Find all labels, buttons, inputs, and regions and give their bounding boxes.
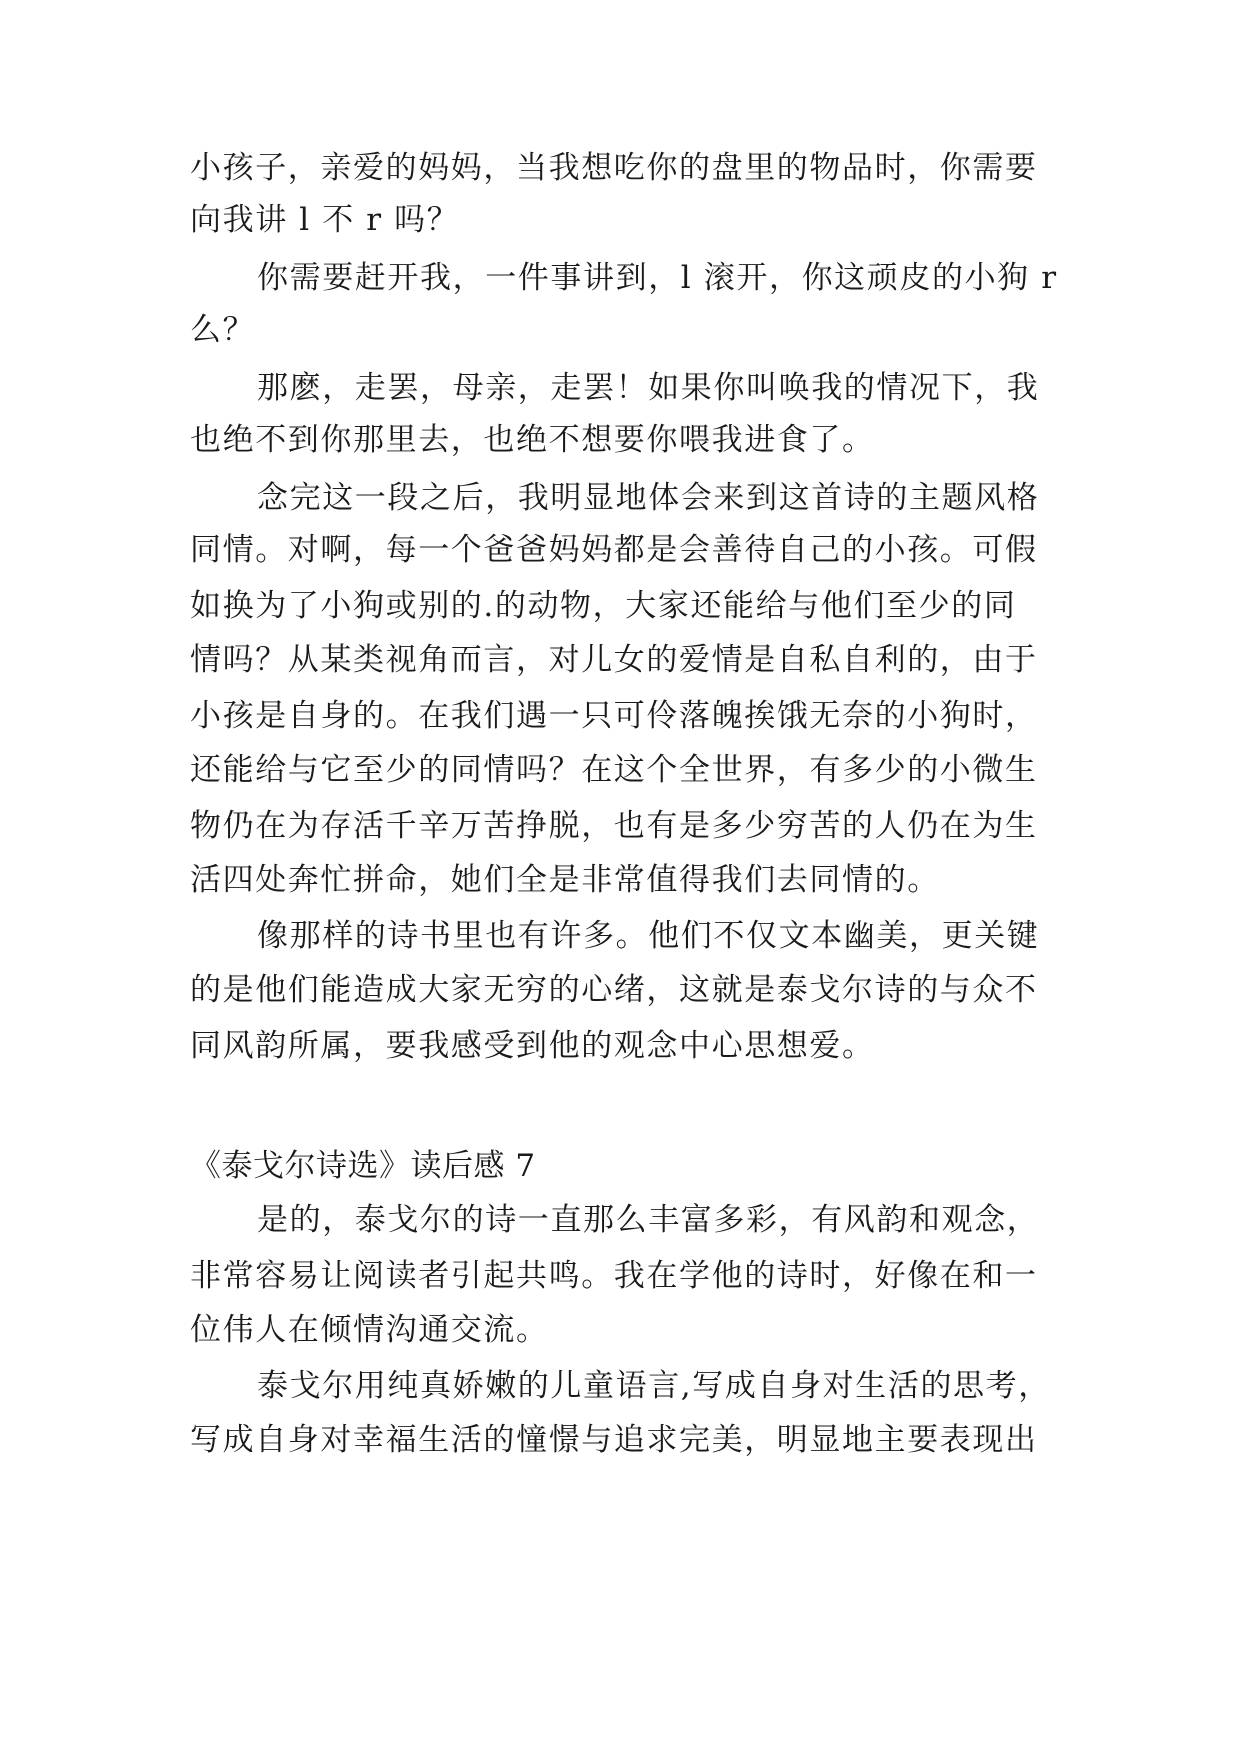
text-line: 同情。对啊，每一个爸爸妈妈都是会善待自己的小孩。可假 — [190, 532, 1038, 568]
text-line: 还能给与它至少的同情吗？在这个全世界，有多少的小微生 — [190, 752, 1038, 788]
text-line: 写成自身对幸福生活的憧憬与追求完美，明显地主要表现出 — [190, 1422, 1038, 1458]
text-line: 同风韵所属，要我感受到他的观念中心思想爱。 — [190, 1028, 875, 1064]
text-line: 小孩子，亲爱的妈妈，当我想吃你的盘里的物品时，你需要 — [190, 150, 1038, 186]
paragraph-first-line: 那麽，走罢，母亲，走罢！如果你叫唤我的情况下，我 — [257, 370, 1040, 406]
paragraph-first-line: 念完这一段之后，我明显地体会来到这首诗的主题风格 — [257, 480, 1040, 516]
text-line: 活四处奔忙拼命，她们全是非常值得我们去同情的。 — [190, 862, 940, 898]
text-line: 小孩是自身的。在我们遇一只可伶落魄挨饿无奈的小狗时， — [190, 698, 1038, 734]
text-line: 如换为了小狗或别的.的动物，大家还能给与他们至少的同 — [190, 588, 1017, 624]
text-line: 么？ — [190, 312, 256, 348]
text-line: 物仍在为存活千辛万苦挣脱，也有是多少穷苦的人仍在为生 — [190, 808, 1038, 844]
text-line: 情吗？从某类视角而言，对儿女的爱情是自私自利的，由于 — [190, 642, 1038, 678]
text-line: 向我讲 l 不 r 吗？ — [190, 202, 460, 238]
text-line: 非常容易让阅读者引起共鸣。我在学他的诗时，好像在和一 — [190, 1258, 1038, 1294]
section-heading: 《泰戈尔诗选》读后感 7 — [190, 1148, 536, 1184]
paragraph-first-line: 是的，泰戈尔的诗一直那么丰富多彩，有风韵和观念， — [257, 1202, 1040, 1238]
paragraph-first-line: 泰戈尔用纯真娇嫩的儿童语言,写成自身对生活的思考， — [257, 1368, 1051, 1404]
text-line: 也绝不到你那里去，也绝不想要你喂我进食了。 — [190, 422, 875, 458]
paragraph-first-line: 你需要赶开我，一件事讲到，l 滚开，你这顽皮的小狗 r — [257, 260, 1058, 296]
text-line: 位伟人在倾情沟通交流。 — [190, 1312, 549, 1348]
paragraph-first-line: 像那样的诗书里也有许多。他们不仅文本幽美，更关键 — [257, 918, 1040, 954]
text-line: 的是他们能造成大家无穷的心绪，这就是泰戈尔诗的与众不 — [190, 972, 1038, 1008]
